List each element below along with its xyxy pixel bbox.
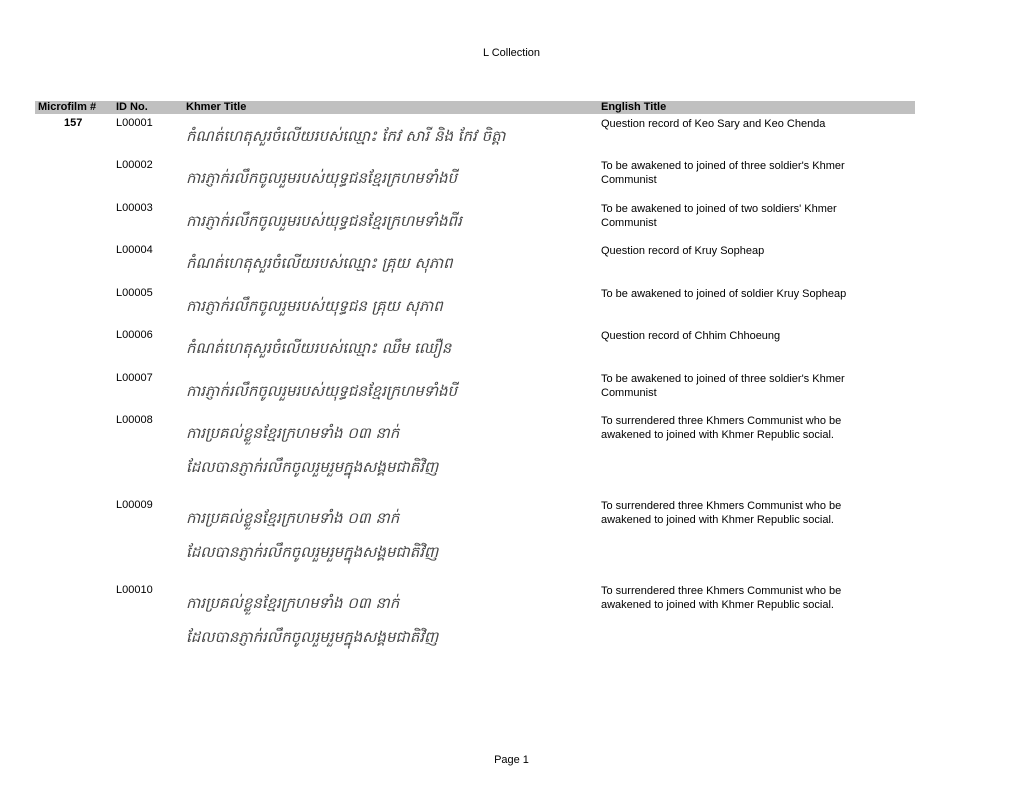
khmer-title [186,165,586,191]
khmer-title-line: ការប្រគល់ខ្លួនខ្មែរក្រហមទាំង ០៣ នាក់ [186,424,400,442]
page-number: Page 1 [494,754,529,766]
id-number: L00010 [116,584,153,596]
khmer-title [186,505,586,565]
english-title: To be awakened to joined of two soldiers' Khmer Communist [601,203,837,229]
id-number: L00002 [116,159,153,171]
khmer-title [186,420,586,480]
id-number: L00009 [116,499,153,511]
khmer-title [186,293,586,319]
khmer-title [186,590,586,650]
english-title: To surrendered three Khmers Communist who be awakened to joined with Khmer Republic social. [601,585,842,611]
khmer-title [186,208,586,234]
khmer-title-line: កំណត់ហេតុសួរចំលើយរបស់ឈ្មោះ ឈឹម ឈឿន [186,339,452,357]
khmer-title-line: កំណត់ហេតុសួរចំលើយរបស់ឈ្មោះ គ្រុយ សុភាព [186,254,453,272]
id-number: L00005 [116,287,153,299]
khmer-title-line: ដែលបានភ្ញាក់រលឹកចូលរួមរួមក្នុងសង្គមជាតិវិញ [186,458,439,476]
khmer-title-line: ការភ្ញាក់រលឹកចូលរួមរបស់យុទ្ធជនខ្មែរក្រហមទាំងបី [186,382,458,400]
id-number: L00004 [116,244,153,256]
khmer-title-line: កំណត់ហេតុសួរចំលើយរបស់ឈ្មោះ កែវ សារី និង កែវ ចិត្តា [186,127,506,145]
english-title: Question record of Kruy Sopheap [601,245,765,257]
page-title: L Collection [482,47,541,59]
id-number: L00001 [116,117,153,129]
english-title: To surrendered three Khmers Communist who be awakened to joined with Khmer Republic social. [601,500,842,526]
id-number: L00008 [116,414,153,426]
id-number: L00003 [116,202,153,214]
khmer-title-line: ការភ្ញាក់រលឹកចូលរួមរបស់យុទ្ធជនខ្មែរក្រហមទាំងពីរ [186,212,462,230]
khmer-title [186,123,586,149]
header-khmer-title: Khmer Title [186,101,247,113]
khmer-title-line: ការប្រគល់ខ្លួនខ្មែរក្រហមទាំង ០៣ នាក់ [186,509,400,527]
id-number: L00007 [116,372,153,384]
khmer-title [186,335,586,361]
header-english-title: English Title [601,101,667,113]
english-title: Question record of Chhim Chhoeung [601,330,781,342]
header-id-no: ID No. [116,101,148,113]
english-title: To be awakened to joined of three soldier's Khmer Communist [601,373,845,399]
english-title: Question record of Keo Sary and Keo Chenda [601,118,826,130]
khmer-title-line: ដែលបានភ្ញាក់រលឹកចូលរួមរួមក្នុងសង្គមជាតិវិញ [186,543,439,561]
khmer-title-line: ការភ្ញាក់រលឹកចូលរួមរបស់យុទ្ធជន គ្រុយ សុភាព [186,297,443,315]
id-number: L00006 [116,329,153,341]
table-header [35,101,915,114]
english-title: To be awakened to joined of three soldier's Khmer Communist [601,160,845,186]
khmer-title [186,250,586,276]
microfilm-number: 157 [64,117,83,129]
khmer-title-line: ដែលបានភ្ញាក់រលឹកចូលរួមរួមក្នុងសង្គមជាតិវិញ [186,628,439,646]
english-title: To surrendered three Khmers Communist who be awakened to joined with Khmer Republic social. [601,415,842,441]
header-microfilm: Microfilm # [38,101,97,113]
english-title: To be awakened to joined of soldier Kruy Sopheap [601,288,847,300]
khmer-title-line: ការប្រគល់ខ្លួនខ្មែរក្រហមទាំង ០៣ នាក់ [186,594,400,612]
khmer-title-line: ការភ្ញាក់រលឹកចូលរួមរបស់យុទ្ធជនខ្មែរក្រហមទាំងបី [186,169,458,187]
khmer-title [186,378,586,404]
